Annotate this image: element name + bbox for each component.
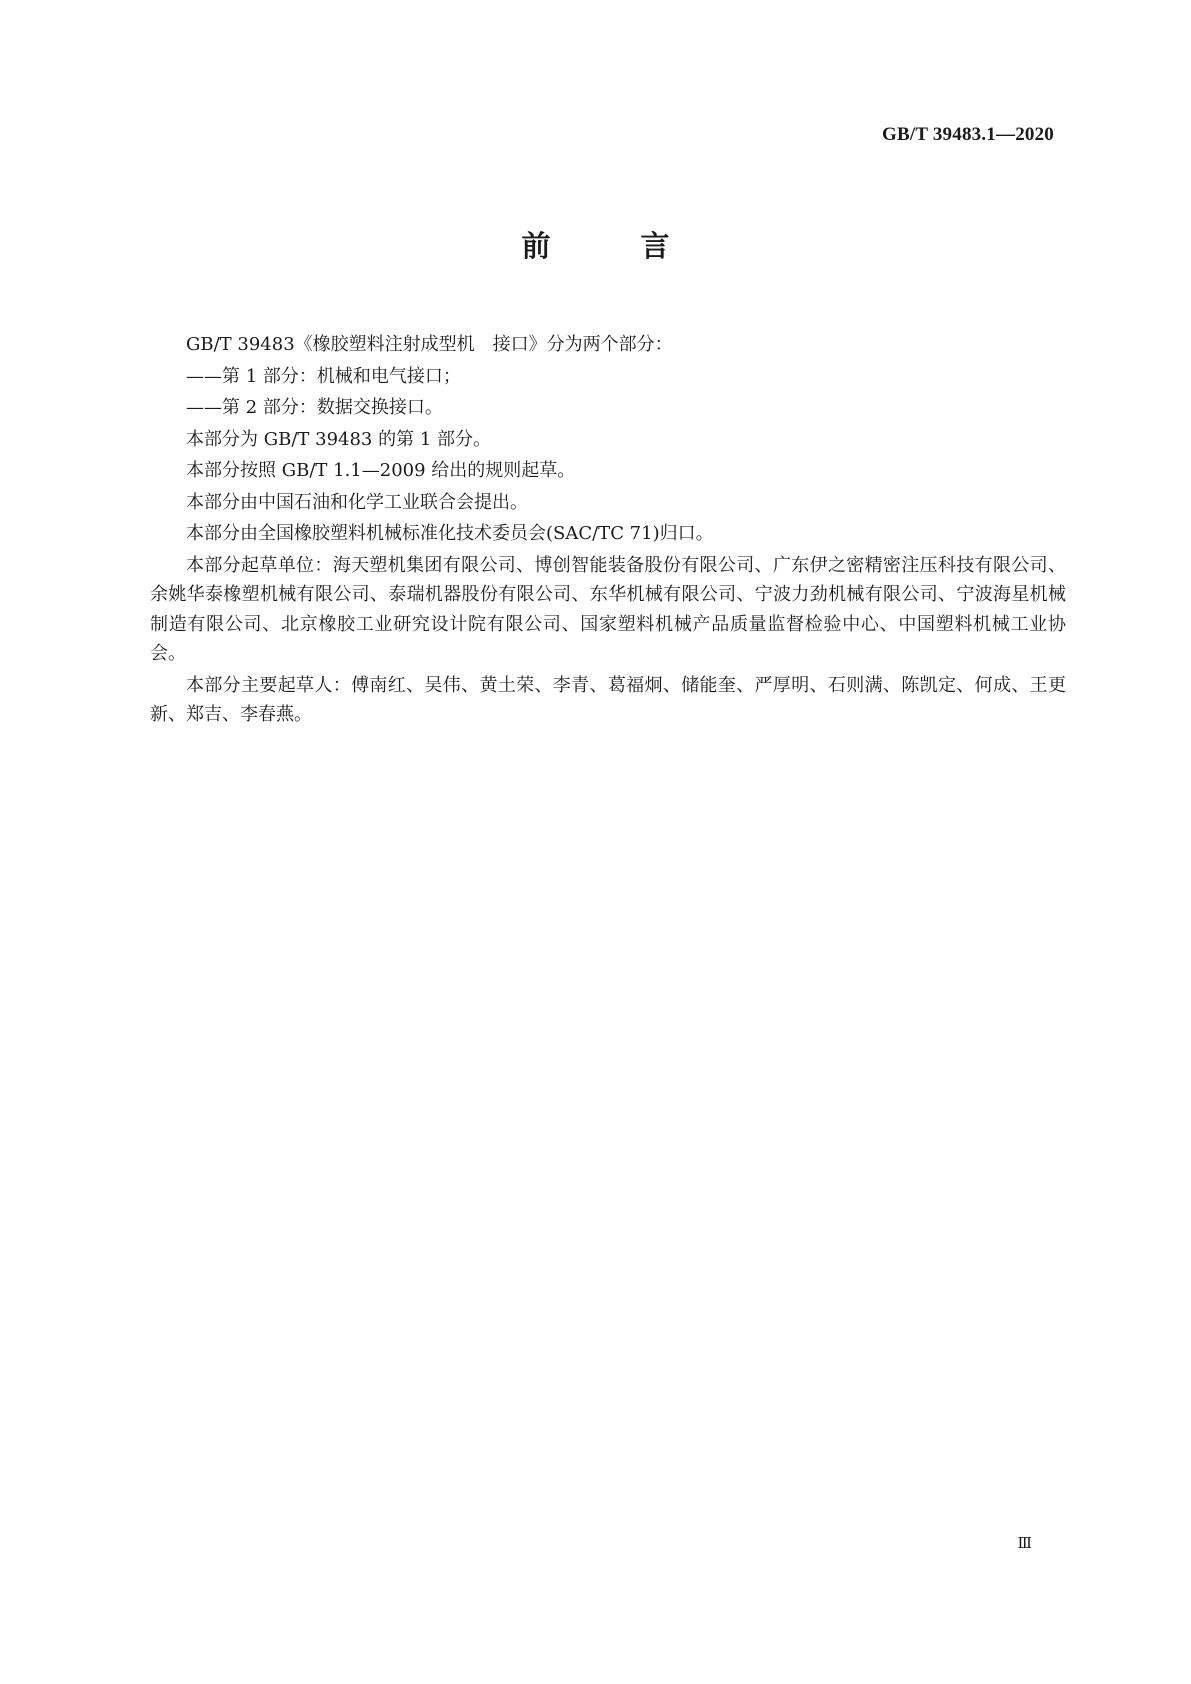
standard-code: GB/T 39483.1—2020 [882,124,1054,145]
paragraph-part-1: ——第 1 部分：机械和电气接口； [186,365,461,387]
paragraph-this-part: 本部分为 GB/T 39483 的第 1 部分。 [186,428,491,450]
paragraph-centralized-by: 本部分由全国橡胶塑料机械标准化技术委员会(SAC/TC 71)归口。 [186,523,714,544]
foreword-body [150,330,1066,732]
paragraph-drafters: 本部分主要起草人：傅南红、吴伟、黄土荣、李青、葛福炯、储能奎、严厚明、石则满、陈凯定、何成、王更新、郑吉、李春燕。 [150,674,1066,725]
page-title: 前 言 [521,229,710,263]
paragraph-part-2: ——第 2 部分：数据交换接口。 [186,397,443,418]
paragraph-drafting-rules: 本部分按照 GB/T 1.1—2009 给出的规则起草。 [186,460,576,481]
page-number: Ⅲ [1017,1536,1032,1552]
paragraph-proposed-by: 本部分由中国石油和化学工业联合会提出。 [186,491,528,513]
paragraph-drafting-units: 本部分起草单位：海天塑机集团有限公司、博创智能装备股份有限公司、广东伊之密精密注压科技有限公司、余姚华泰橡塑机械有限公司、泰瑞机器股份有限公司、东华机械有限公司、宁波力劲机械有限公司、宁波海星机械制造有限公司、北京橡胶工业研究设计院有限公司、国家塑料机械产品质量监督检验中心、中国塑料机械工业协会。 [150,554,1066,664]
paragraph-parts-intro: GB/T 39483《橡胶塑料注射成型机 接口》分为两个部分： [186,334,673,355]
